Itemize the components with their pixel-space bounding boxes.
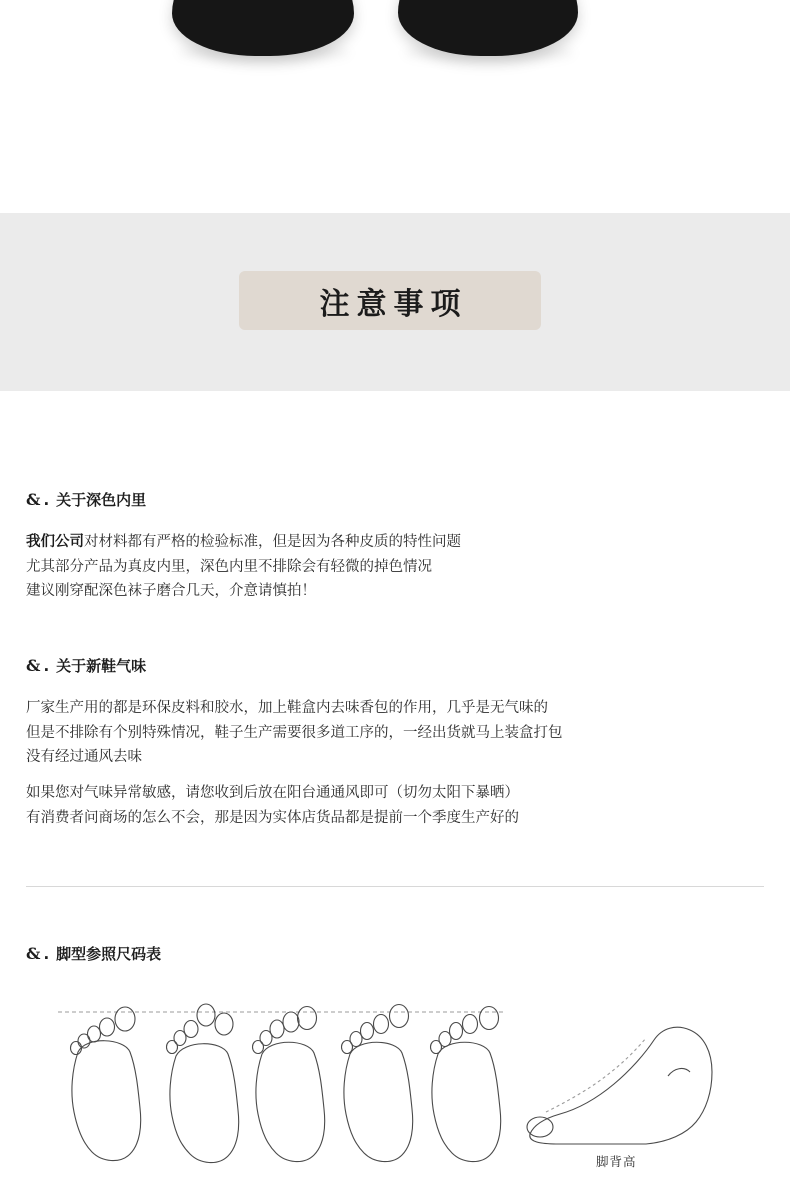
section-heading-dark-lining <box>26 489 146 510</box>
paragraph-line: 没有经过通风去味 <box>26 749 142 765</box>
banner-title: 注意事项 <box>319 286 468 322</box>
section-heading-new-shoe-odor <box>26 655 146 676</box>
foot-outline-3 <box>253 1007 325 1162</box>
dot-icon: . <box>43 657 50 675</box>
foot-outline-5 <box>431 1007 501 1162</box>
foot-side-profile <box>527 1027 712 1144</box>
banner-title-pill <box>239 271 541 330</box>
section-divider <box>26 886 764 887</box>
dot-icon: . <box>43 491 50 509</box>
foot-type-diagram <box>0 986 790 1196</box>
paragraph-line: 我们公司对材料都有严格的检验标准，但是因为各种皮质的特性问题 <box>26 534 461 550</box>
section-body-odor-advice <box>26 781 736 830</box>
foot-shapes-svg <box>0 986 790 1196</box>
ampersand-icon: & <box>26 656 41 675</box>
foot-instep-caption: 脚背高 <box>596 1154 637 1169</box>
paragraph-line: 有消费者问商场的怎么不会，那是因为实体店货品都是提前一个季度生产好的 <box>26 809 519 826</box>
section-heading-size-chart <box>26 943 161 964</box>
paragraph-line: 但是不排除有个别特殊情况，鞋子生产需要很多道工序的，一经出货就马上装盒打包 <box>26 724 563 741</box>
section-heading-label: 关于深色内里 <box>56 491 147 509</box>
section-body-new-shoe-odor <box>26 696 736 770</box>
ampersand-icon: & <box>26 944 41 963</box>
paragraph-line: 建议刚穿配深色袜子磨合几天，介意请慎拍！ <box>26 583 316 599</box>
dot-icon: . <box>43 945 50 963</box>
section-body-dark-lining <box>26 530 726 604</box>
section-heading-label: 关于新鞋气味 <box>56 657 147 675</box>
foot-outline-4 <box>342 1005 413 1162</box>
paragraph-line: 如果您对气味异常敏感，请您收到后放在阳台通通风即可（切勿太阳下暴晒） <box>26 785 519 801</box>
product-photo-strip <box>0 0 790 213</box>
notice-banner <box>0 213 790 391</box>
foot-outline-2 <box>167 1004 239 1163</box>
paragraph-line: 厂家生产用的都是环保皮料和胶水，加上鞋盒内去味香包的作用，几乎是无气味的 <box>26 700 548 716</box>
foot-outline-1 <box>71 1007 141 1161</box>
section-heading-label: 脚型参照尺码表 <box>56 945 162 963</box>
paragraph-line: 尤其部分产品为真皮内里，深色内里不排除会有轻微的掉色情况 <box>26 558 432 575</box>
ampersand-icon: & <box>26 490 41 509</box>
